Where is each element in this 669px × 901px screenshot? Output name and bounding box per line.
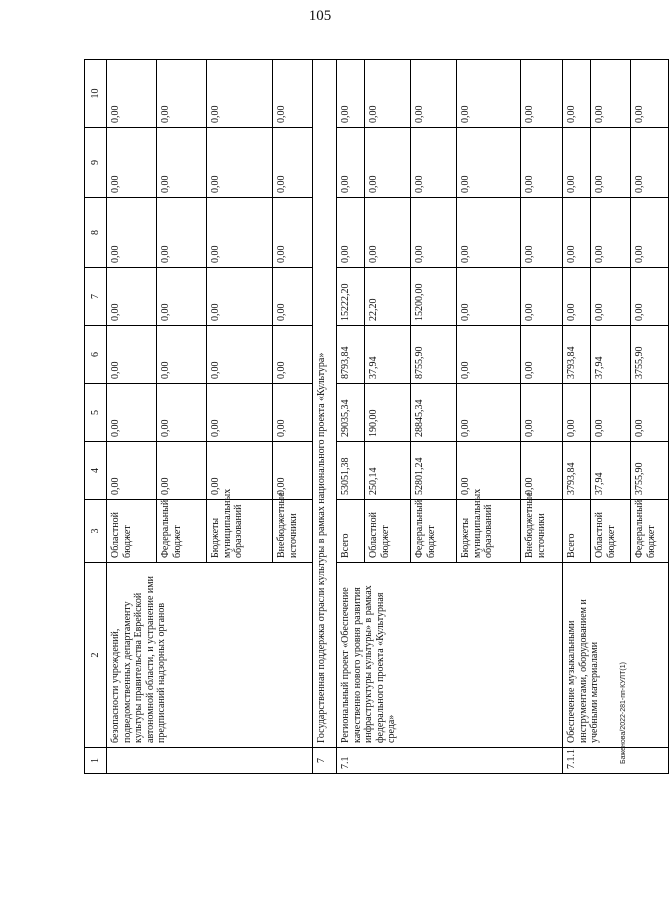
amount-cell: 37,94: [591, 442, 631, 500]
amount-cell: 0,00: [107, 442, 157, 500]
funding-source-cell: Федеральный бюджет: [411, 500, 457, 563]
page-number: 105: [308, 8, 332, 24]
amount-cell: 0,00: [157, 198, 207, 268]
column-number: 5: [85, 384, 107, 442]
amount-cell: 0,00: [107, 326, 157, 384]
funding-source-cell: Внебюджетные источники: [521, 500, 563, 563]
amount-cell: 0,00: [157, 60, 207, 128]
amount-cell: 0,00: [411, 198, 457, 268]
document-code: Баженова/2022-281-пп-КУЛТ(1): [620, 662, 627, 764]
amount-cell: 0,00: [365, 198, 411, 268]
amount-cell: 0,00: [457, 384, 521, 442]
amount-cell: 0,00: [273, 326, 313, 384]
amount-cell: 250,14: [365, 442, 411, 500]
amount-cell: 0,00: [563, 268, 591, 326]
amount-cell: 52801,24: [411, 442, 457, 500]
table-row: [107, 60, 157, 774]
amount-cell: 0,00: [521, 60, 563, 128]
amount-cell: 0,00: [107, 128, 157, 198]
amount-cell: 0,00: [457, 60, 521, 128]
table-body: [85, 60, 669, 774]
amount-cell: 0,00: [411, 60, 457, 128]
table-row: [563, 60, 591, 774]
column-number: 8: [85, 198, 107, 268]
event-description-cell: Региональный проект «Обеспечение качественно нового уровня развития инфраструктуры культуры» в рамках федерального проекта «Культурная среда»: [337, 563, 563, 748]
amount-cell: 0,00: [107, 60, 157, 128]
amount-cell: 0,00: [521, 128, 563, 198]
amount-cell: 0,00: [207, 442, 273, 500]
section-row: [313, 60, 337, 774]
amount-cell: 0,00: [457, 128, 521, 198]
amount-cell: 0,00: [563, 128, 591, 198]
amount-cell: 0,00: [157, 326, 207, 384]
amount-cell: 0,00: [365, 128, 411, 198]
amount-cell: 53051,38: [337, 442, 365, 500]
table-row: [337, 60, 365, 774]
amount-cell: 0,00: [273, 442, 313, 500]
funding-source-cell: Областной бюджет: [107, 500, 157, 563]
row-number-cell: [107, 748, 313, 774]
event-description-cell: безопасности учреждений, подведомственных департаменту культуры правительства Еврейской автономной области, и устранение ими предписаний надзорных органов: [107, 563, 313, 748]
amount-cell: 0,00: [207, 128, 273, 198]
column-number: 9: [85, 128, 107, 198]
column-number-row: [85, 60, 107, 774]
amount-cell: 0,00: [563, 384, 591, 442]
amount-cell: 3793,84: [563, 326, 591, 384]
amount-cell: 3755,90: [631, 326, 669, 384]
amount-cell: 0,00: [337, 60, 365, 128]
amount-cell: 0,00: [273, 128, 313, 198]
amount-cell: 0,00: [207, 60, 273, 128]
column-number: 4: [85, 442, 107, 500]
amount-cell: 0,00: [157, 442, 207, 500]
amount-cell: 0,00: [563, 198, 591, 268]
amount-cell: 0,00: [457, 442, 521, 500]
amount-cell: 8793,84: [337, 326, 365, 384]
amount-cell: 0,00: [157, 384, 207, 442]
section-title-cell: Государственная поддержка отрасли культуры в рамках национального проекта «Культура»: [313, 60, 337, 748]
funding-source-cell: Всего: [563, 500, 591, 563]
amount-cell: 0,00: [521, 384, 563, 442]
amount-cell: 0,00: [631, 60, 669, 128]
column-number: 7: [85, 268, 107, 326]
amount-cell: 0,00: [631, 384, 669, 442]
amount-cell: 0,00: [411, 128, 457, 198]
section-number-cell: 7: [313, 748, 337, 774]
row-number-cell: 7.1: [337, 748, 563, 774]
amount-cell: 0,00: [521, 268, 563, 326]
event-description-cell: Обеспечение музыкальными инструментами, оборудованием и учебными материалами: [563, 563, 669, 748]
amount-cell: 28845,34: [411, 384, 457, 442]
amount-cell: 8755,90: [411, 326, 457, 384]
amount-cell: 22,20: [365, 268, 411, 326]
amount-cell: 0,00: [591, 60, 631, 128]
amount-cell: 0,00: [273, 384, 313, 442]
amount-cell: 0,00: [591, 198, 631, 268]
funding-source-cell: Областной бюджет: [365, 500, 411, 563]
amount-cell: 37,94: [591, 326, 631, 384]
amount-cell: 0,00: [521, 326, 563, 384]
amount-cell: 0,00: [631, 268, 669, 326]
amount-cell: 0,00: [337, 128, 365, 198]
amount-cell: 0,00: [337, 198, 365, 268]
amount-cell: 3793,84: [563, 442, 591, 500]
amount-cell: 0,00: [107, 268, 157, 326]
funding-source-cell: Федеральный бюджет: [157, 500, 207, 563]
column-number: 10: [85, 60, 107, 128]
funding-source-cell: Всего: [337, 500, 365, 563]
amount-cell: 0,00: [273, 268, 313, 326]
amount-cell: 0,00: [207, 326, 273, 384]
amount-cell: 0,00: [207, 384, 273, 442]
column-number: 6: [85, 326, 107, 384]
amount-cell: 0,00: [207, 198, 273, 268]
amount-cell: 0,00: [107, 384, 157, 442]
funding-source-cell: Областной бюджет: [591, 500, 631, 563]
amount-cell: 29035,34: [337, 384, 365, 442]
amount-cell: 0,00: [563, 60, 591, 128]
amount-cell: 0,00: [457, 326, 521, 384]
amount-cell: 0,00: [273, 198, 313, 268]
amount-cell: 0,00: [107, 198, 157, 268]
amount-cell: 0,00: [457, 268, 521, 326]
funding-source-cell: Бюджеты муниципальных образований: [207, 500, 273, 563]
amount-cell: 0,00: [157, 128, 207, 198]
amount-cell: 0,00: [521, 198, 563, 268]
column-number: 1: [85, 748, 107, 774]
amount-cell: 0,00: [591, 128, 631, 198]
amount-cell: 0,00: [631, 128, 669, 198]
amount-cell: 37,94: [365, 326, 411, 384]
amount-cell: 190,00: [365, 384, 411, 442]
amount-cell: 15200,00: [411, 268, 457, 326]
amount-cell: 0,00: [631, 198, 669, 268]
amount-cell: 0,00: [591, 268, 631, 326]
funding-source-cell: Бюджеты муниципальных образований: [457, 500, 521, 563]
amount-cell: 0,00: [273, 60, 313, 128]
column-number: 3: [85, 500, 107, 563]
funding-source-cell: Внебюджетные источники: [273, 500, 313, 563]
amount-cell: 0,00: [591, 384, 631, 442]
amount-cell: 0,00: [521, 442, 563, 500]
amount-cell: 0,00: [457, 198, 521, 268]
amount-cell: 0,00: [157, 268, 207, 326]
funding-source-cell: Федеральный бюджет: [631, 500, 669, 563]
column-number: 2: [85, 563, 107, 748]
amount-cell: 0,00: [207, 268, 273, 326]
budget-table: [84, 59, 669, 774]
amount-cell: 15222,20: [337, 268, 365, 326]
row-number-cell: 7.1.1: [563, 748, 669, 774]
amount-cell: 3755,90: [631, 442, 669, 500]
amount-cell: 0,00: [365, 60, 411, 128]
